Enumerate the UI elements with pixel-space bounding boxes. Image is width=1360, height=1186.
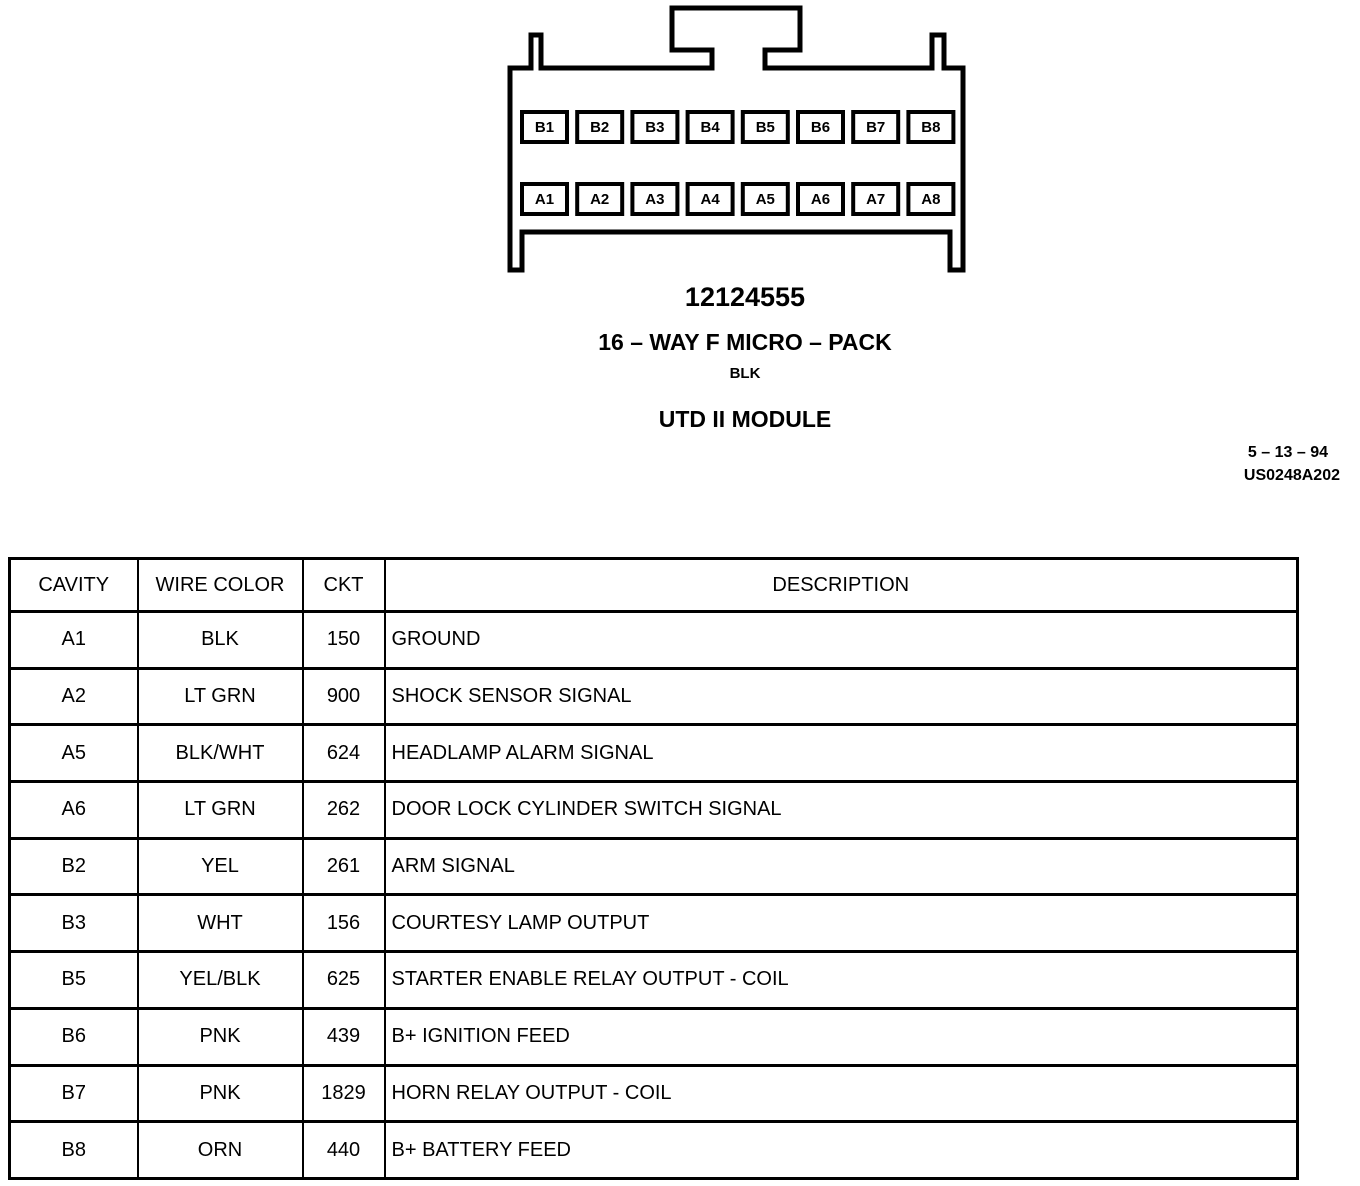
header-ckt: CKT: [303, 559, 385, 612]
pinout-table: [8, 557, 1299, 1180]
pin-label: A1: [534, 191, 555, 208]
header-cavity: CAVITY: [10, 559, 138, 612]
pin-cavity-b5: [743, 112, 788, 142]
cell-wire-color: YEL: [138, 838, 303, 895]
cell-cavity: B5: [10, 952, 138, 1009]
connector-color: BLK: [729, 365, 761, 382]
pin-cavity-b3: [632, 112, 677, 142]
module-name: UTD II MODULE: [658, 406, 832, 432]
pin-cavity-a3: [632, 184, 677, 214]
cell-ckt: 625: [303, 952, 385, 1009]
pin-label: A6: [810, 191, 831, 208]
pin-cavity-b8: [908, 112, 953, 142]
cell-wire-color: LT GRN: [138, 782, 303, 839]
table-row: [10, 838, 1298, 895]
cell-cavity: A6: [10, 782, 138, 839]
pin-label: B8: [921, 119, 941, 136]
pin-cavity-a7: [853, 184, 898, 214]
pin-cavity-b2: [577, 112, 622, 142]
cell-ckt: 156: [303, 895, 385, 952]
cell-wire-color: LT GRN: [138, 668, 303, 725]
cell-description: STARTER ENABLE RELAY OUTPUT - COIL: [385, 952, 1298, 1009]
cell-wire-color: BLK/WHT: [138, 725, 303, 782]
cell-cavity: B6: [10, 1008, 138, 1065]
cell-ckt: 440: [303, 1122, 385, 1179]
table-row: [10, 952, 1298, 1009]
cell-cavity: B7: [10, 1065, 138, 1122]
connector-diagram: [0, 0, 1360, 290]
pin-cavity-b4: [688, 112, 733, 142]
connector-type: 16 – WAY F MICRO – PACK: [598, 329, 892, 355]
cell-wire-color: BLK: [138, 612, 303, 669]
cell-wire-color: YEL/BLK: [138, 952, 303, 1009]
pin-label: B3: [645, 119, 665, 136]
pin-cavity-a2: [577, 184, 622, 214]
pin-cavity-a5: [743, 184, 788, 214]
cell-wire-color: WHT: [138, 895, 303, 952]
cell-cavity: B3: [10, 895, 138, 952]
pin-cavity-b7: [853, 112, 898, 142]
cell-wire-color: PNK: [138, 1065, 303, 1122]
cell-description: B+ IGNITION FEED: [385, 1008, 1298, 1065]
cell-cavity: A2: [10, 668, 138, 725]
cell-cavity: A5: [10, 725, 138, 782]
header-wire-color: WIRE COLOR: [138, 559, 303, 612]
cell-cavity: A1: [10, 612, 138, 669]
table-row: [10, 1122, 1298, 1179]
cell-wire-color: ORN: [138, 1122, 303, 1179]
cell-ckt: 1829: [303, 1065, 385, 1122]
pin-label: B7: [866, 119, 886, 136]
table-row: [10, 668, 1298, 725]
pin-label: A4: [700, 191, 720, 208]
pin-label: B6: [810, 119, 831, 136]
cell-wire-color: PNK: [138, 1008, 303, 1065]
pin-row-a: [522, 184, 953, 214]
table-row: [10, 782, 1298, 839]
pin-label: A2: [590, 191, 610, 208]
pin-label: B1: [534, 119, 555, 136]
cell-description: HEADLAMP ALARM SIGNAL: [385, 725, 1298, 782]
cell-ckt: 900: [303, 668, 385, 725]
cell-ckt: 439: [303, 1008, 385, 1065]
part-number: 12124555: [684, 282, 806, 312]
cell-description: B+ BATTERY FEED: [385, 1122, 1298, 1179]
table-header-row: [10, 559, 1298, 612]
table-row: [10, 1065, 1298, 1122]
pin-cavity-a1: [522, 184, 567, 214]
cell-ckt: 261: [303, 838, 385, 895]
pin-label: A5: [755, 191, 775, 208]
table-row: [10, 612, 1298, 669]
pin-label: A7: [866, 191, 886, 208]
cell-ckt: 150: [303, 612, 385, 669]
cell-description: GROUND: [385, 612, 1298, 669]
table-row: [10, 895, 1298, 952]
pin-row-b: [522, 112, 953, 142]
cell-cavity: B8: [10, 1122, 138, 1179]
pinout-body: [10, 612, 1298, 1179]
cell-description: SHOCK SENSOR SIGNAL: [385, 668, 1298, 725]
pin-label: B5: [755, 119, 775, 136]
drawing-id: US0248A202: [1243, 467, 1340, 484]
drawing-date: 5 – 13 – 94: [1247, 444, 1328, 461]
cell-description: DOOR LOCK CYLINDER SWITCH SIGNAL: [385, 782, 1298, 839]
header-description: DESCRIPTION: [385, 559, 1298, 612]
pin-label: A8: [921, 191, 941, 208]
cell-description: ARM SIGNAL: [385, 838, 1298, 895]
pin-label: B4: [700, 119, 720, 136]
pin-label: B2: [590, 119, 610, 136]
pin-cavity-a8: [908, 184, 953, 214]
pin-cavity-b6: [798, 112, 843, 142]
cell-ckt: 262: [303, 782, 385, 839]
table-row: [10, 1008, 1298, 1065]
cell-cavity: B2: [10, 838, 138, 895]
pin-cavity-b1: [522, 112, 567, 142]
cell-ckt: 624: [303, 725, 385, 782]
pin-label: A3: [645, 191, 665, 208]
cell-description: COURTESY LAMP OUTPUT: [385, 895, 1298, 952]
cell-description: HORN RELAY OUTPUT - COIL: [385, 1065, 1298, 1122]
pin-cavity-a6: [798, 184, 843, 214]
table-row: [10, 725, 1298, 782]
pin-cavity-a4: [688, 184, 733, 214]
